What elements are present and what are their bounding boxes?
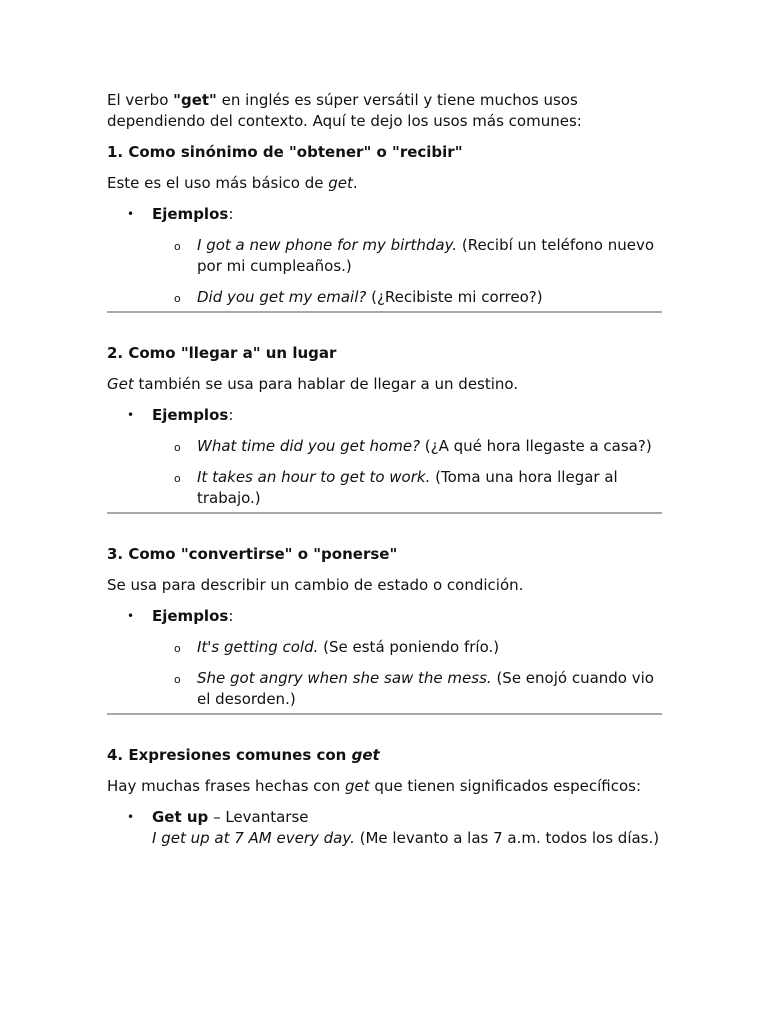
expression-example-translation: (Me levanto a las 7 a.m. todos los días.): [354, 829, 660, 847]
section-2-list: [107, 405, 663, 509]
expression-item: [107, 807, 663, 849]
section-1-desc-post: .: [352, 174, 358, 192]
example-english: I got a new phone for my birthday.: [197, 236, 458, 254]
expression-meaning: – Levantarse: [208, 808, 309, 826]
example-item: [152, 436, 663, 457]
example-translation: (¿Recibiste mi correo?): [366, 288, 543, 306]
example-item: [152, 467, 663, 509]
example-english: What time did you get home?: [197, 437, 421, 455]
section-2: [107, 343, 663, 509]
section-4-description: [107, 776, 663, 797]
section-1-description: [107, 173, 663, 194]
example-english: She got angry when she saw the mess.: [197, 669, 492, 687]
section-2-heading: 2. Como "llegar a" un lugar: [107, 344, 337, 362]
section-4-list: [107, 807, 663, 849]
section-1-examples-list: [152, 235, 663, 308]
examples-label: Ejemplos: [152, 205, 229, 223]
examples-label: Ejemplos: [152, 607, 229, 625]
example-translation: (¿A qué hora llegaste a casa?): [420, 437, 652, 455]
section-2-description: [107, 374, 663, 395]
section-1-examples-bullet: [107, 204, 663, 308]
section-1-heading: 1. Como sinónimo de "obtener" o "recibir": [107, 143, 463, 161]
section-divider: [107, 512, 662, 514]
examples-label: Ejemplos: [152, 406, 229, 424]
example-english: It takes an hour to get to work.: [197, 468, 431, 486]
document-body: [107, 90, 663, 859]
intro-keyword: "get": [173, 91, 217, 109]
example-translation: (Se está poniendo frío.): [318, 638, 500, 656]
example-item: [152, 235, 663, 277]
section-2-examples-bullet: [107, 405, 663, 509]
section-4-heading: [107, 745, 663, 766]
section-4-heading-pre: 4. Expresiones comunes con: [107, 746, 352, 764]
section-1: [107, 142, 663, 308]
section-divider: [107, 311, 662, 313]
section-3-heading: 3. Como "convertirse" o "ponerse": [107, 545, 398, 563]
section-1-desc-pre: Este es el uso más básico de: [107, 174, 329, 192]
section-4-heading-em: get: [351, 746, 380, 764]
example-translation: (Recibí un teléfono nuevo por mi cumpleaños.): [197, 236, 655, 275]
section-3-list: [107, 606, 663, 710]
section-1-list: [107, 204, 663, 308]
section-1-desc-em: get: [328, 174, 353, 192]
section-3-examples-bullet: [107, 606, 663, 710]
intro-text-pre: El verbo: [107, 91, 174, 109]
section-2-desc-post: también se usa para hablar de llegar a un destino.: [133, 375, 519, 393]
example-english: Did you get my email?: [197, 288, 367, 306]
expression-phrase: Get up: [152, 808, 209, 826]
section-4-desc-em: get: [345, 777, 370, 795]
section-3-description: Se usa para describir un cambio de estado o condición.: [107, 576, 524, 594]
example-english: It's getting cold.: [197, 638, 319, 656]
section-4-desc-post: que tienen significados específicos:: [369, 777, 642, 795]
intro-text-post: en inglés es súper versátil y tiene muchos usos dependiendo del contexto. Aquí te dejo los usos más comunes:: [107, 91, 582, 130]
section-2-examples-list: [152, 436, 663, 509]
section-4: [107, 745, 663, 849]
section-divider: [107, 713, 662, 715]
example-item: [152, 637, 663, 658]
expression-example-english: I get up at 7 AM every day.: [152, 829, 355, 847]
example-item: [152, 668, 663, 710]
example-translation: (Se enojó cuando vio el desorden.): [197, 669, 654, 708]
examples-colon: :: [228, 607, 234, 625]
examples-colon: :: [228, 205, 234, 223]
examples-colon: :: [228, 406, 234, 424]
section-4-desc-pre: Hay muchas frases hechas con: [107, 777, 345, 795]
section-2-desc-em: Get: [107, 375, 134, 393]
example-translation: (Toma una hora llegar al trabajo.): [197, 468, 618, 507]
section-3-examples-list: [152, 637, 663, 710]
intro-paragraph: [107, 90, 663, 132]
example-item: [152, 287, 663, 308]
section-3: [107, 544, 663, 710]
